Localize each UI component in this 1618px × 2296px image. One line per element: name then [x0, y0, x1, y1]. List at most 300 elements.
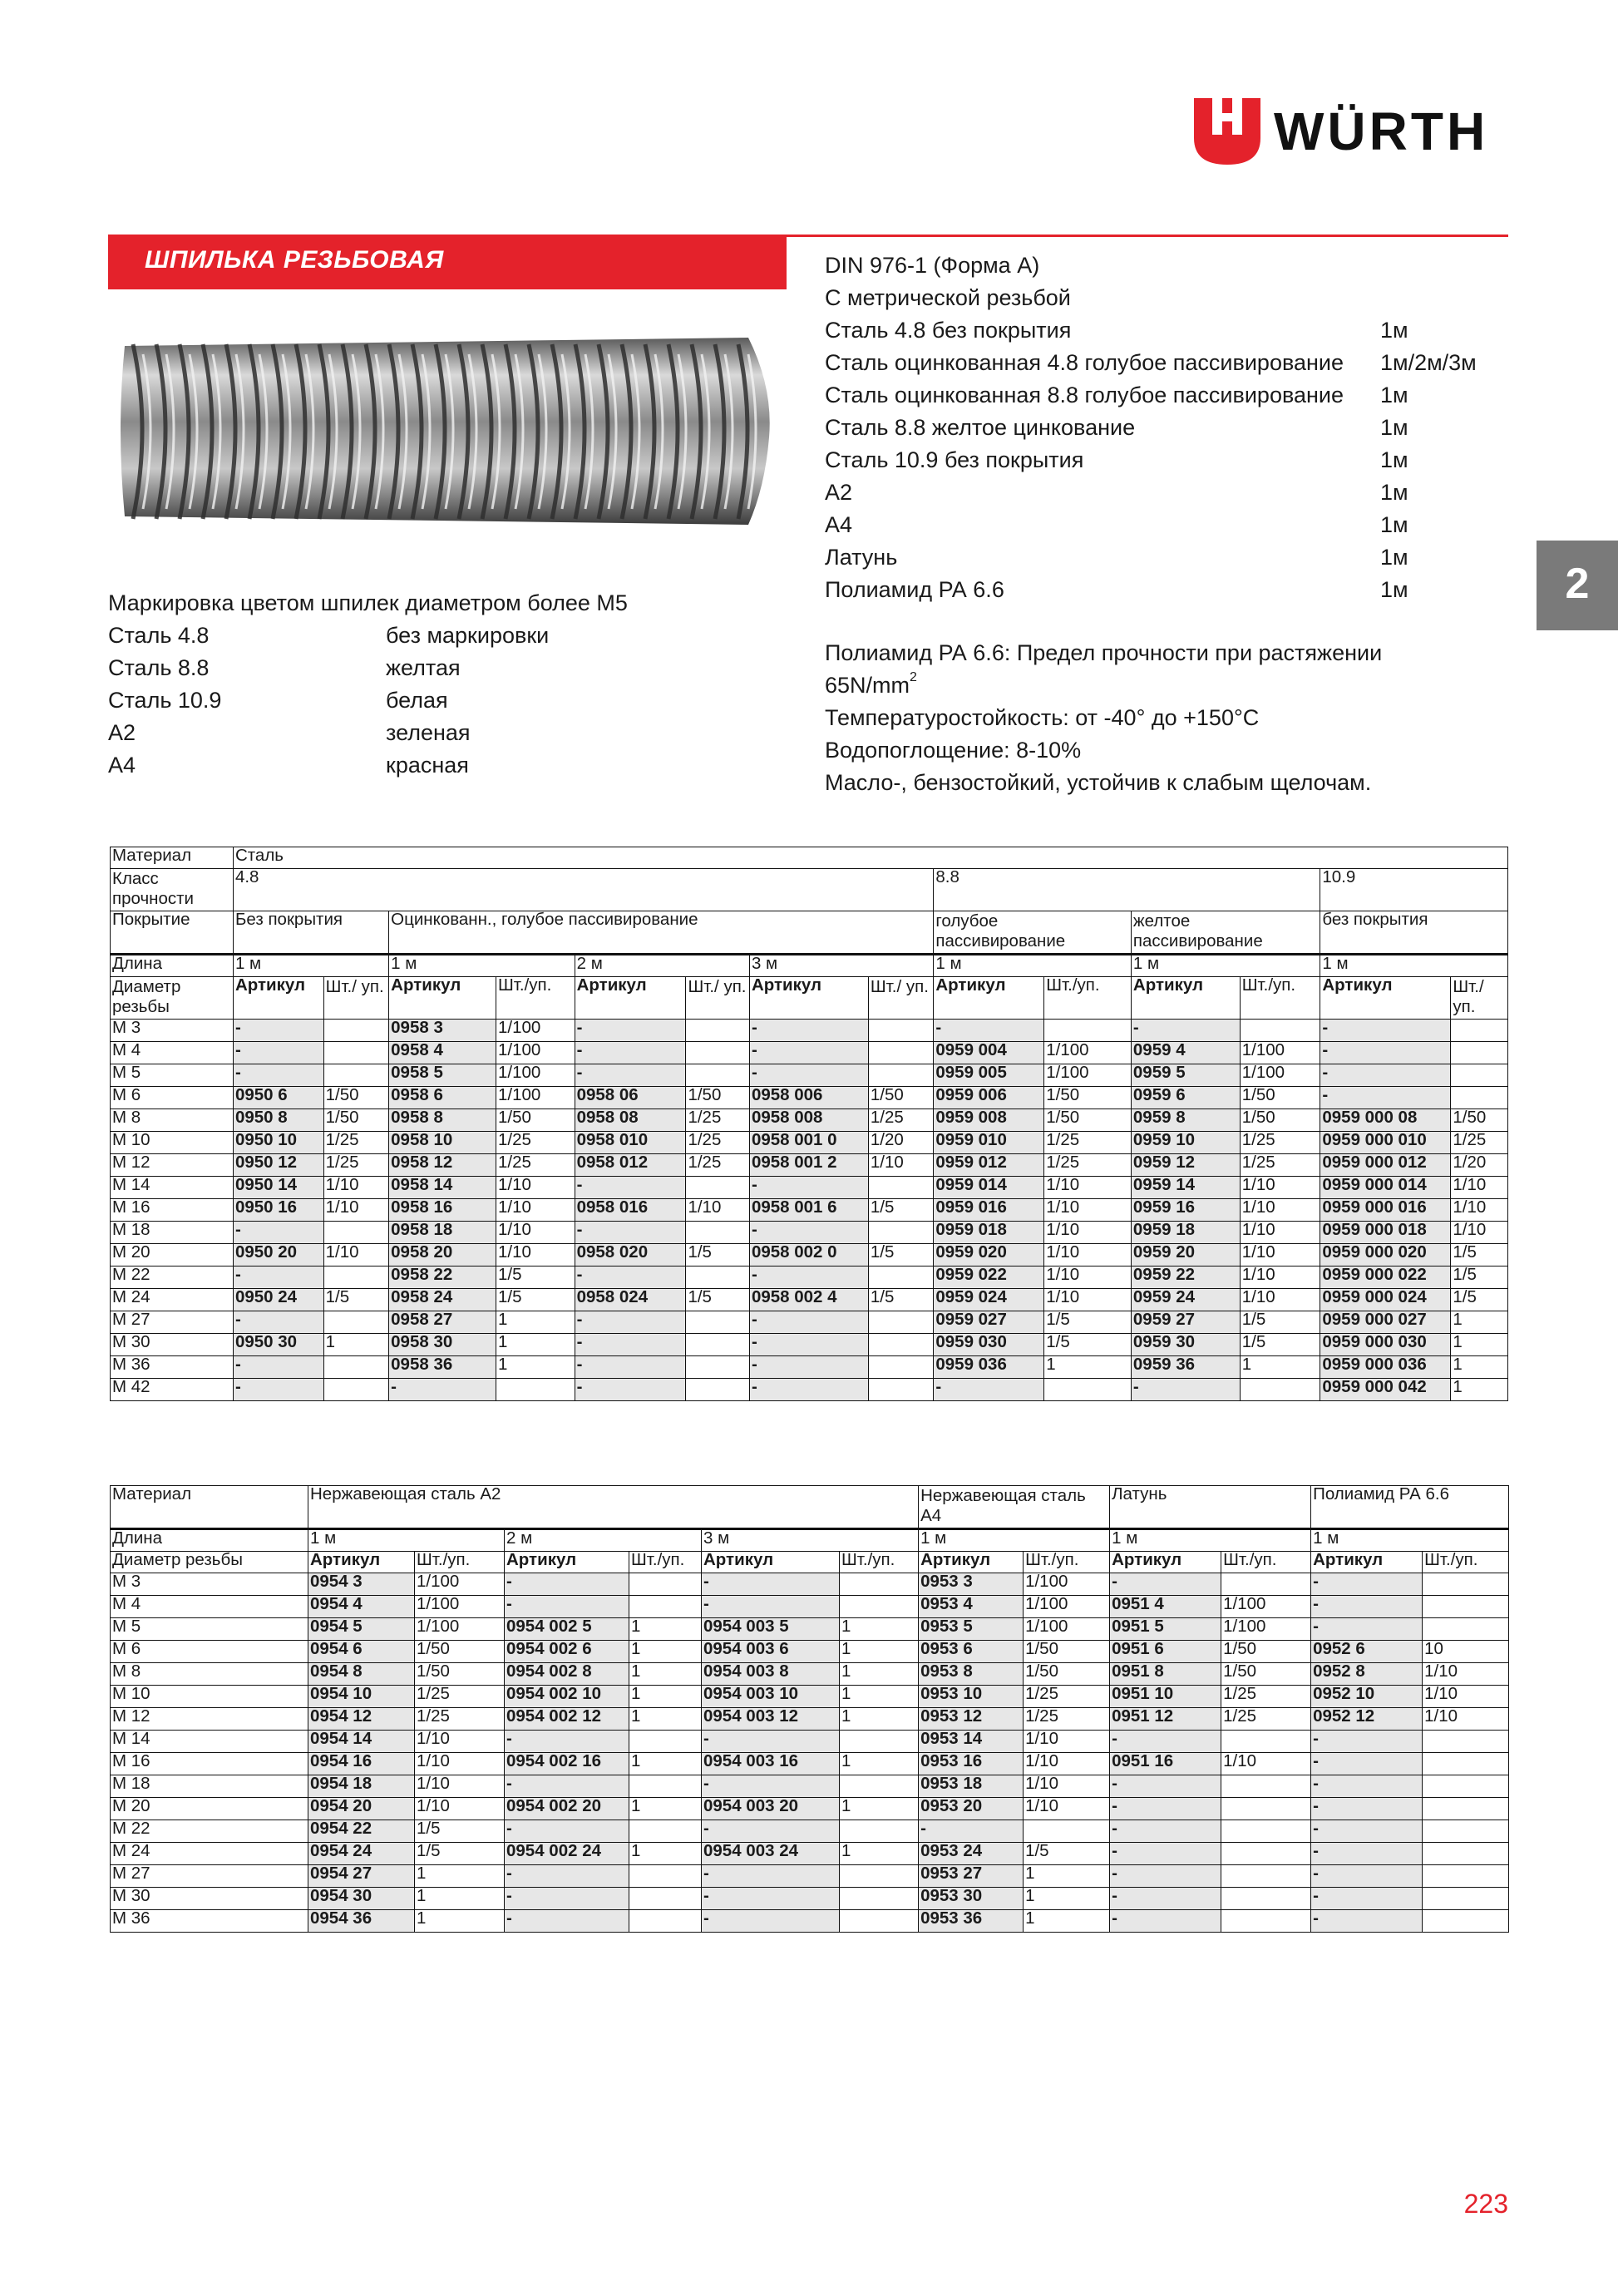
pack-quantity-cell [686, 1311, 749, 1334]
article-number-cell: 0959 24 [1131, 1289, 1240, 1311]
length-3m: 3 м [749, 955, 933, 977]
pack-quantity-cell: 1 [629, 1641, 702, 1663]
article-number-cell: 0954 10 [308, 1686, 415, 1708]
table-row [111, 1132, 1508, 1154]
article-number-cell: 0958 012 [575, 1154, 686, 1177]
article-number-cell: 0951 16 [1110, 1753, 1221, 1775]
material-a4: Нержавеющая сталь А4 [919, 1486, 1110, 1529]
table-row [111, 1199, 1508, 1222]
article-number-cell: 0959 000 014 [1320, 1177, 1451, 1199]
article-number-cell: 0954 4 [308, 1596, 415, 1618]
article-number-cell: 0958 3 [389, 1020, 496, 1042]
table-row [111, 1289, 1508, 1311]
polyamide-notes [825, 637, 1540, 799]
table-row [111, 1865, 1509, 1888]
article-number-cell: 0950 30 [233, 1334, 323, 1356]
pack-quantity-cell: 1/10 [415, 1798, 505, 1820]
article-number-cell: 0959 018 [934, 1222, 1044, 1244]
qty-header: Шт./уп. [415, 1552, 505, 1573]
material-label: Материал [111, 1486, 308, 1529]
article-number-cell: - [702, 1888, 840, 1910]
pack-quantity-cell: 1/5 [868, 1244, 934, 1267]
pack-quantity-cell [1423, 1618, 1509, 1641]
article-number-cell: 0953 12 [919, 1708, 1024, 1731]
qty-header: Шт./ уп. [1451, 977, 1508, 1020]
pack-quantity-cell [1451, 1087, 1508, 1109]
pack-quantity-cell: 1/10 [1240, 1199, 1320, 1222]
pack-quantity-cell: 1/10 [496, 1244, 575, 1267]
marking-material: А4 [108, 753, 136, 778]
article-number-cell: - [575, 1379, 686, 1401]
pack-quantity-cell [323, 1311, 389, 1334]
marking-row [108, 717, 740, 749]
length-1m: 1 м [1320, 955, 1508, 977]
article-number-cell: - [1110, 1910, 1221, 1933]
pack-quantity-cell [629, 1910, 702, 1933]
pack-quantity-cell: 1/50 [686, 1087, 749, 1109]
article-number-cell: - [1311, 1753, 1423, 1775]
pack-quantity-cell: 1 [1451, 1356, 1508, 1379]
pack-quantity-cell: 1/10 [1024, 1798, 1110, 1820]
article-number-cell: 0958 002 4 [749, 1289, 868, 1311]
pack-quantity-cell: 1 [496, 1356, 575, 1379]
article-number-cell: - [505, 1888, 629, 1910]
article-number-cell: 0950 14 [233, 1177, 323, 1199]
article-number-cell: 0950 12 [233, 1154, 323, 1177]
article-number-cell: 0954 20 [308, 1798, 415, 1820]
article-number-cell: - [575, 1334, 686, 1356]
pack-quantity-cell: 1/5 [415, 1820, 505, 1843]
pack-quantity-cell: 1/100 [1044, 1042, 1132, 1064]
table-row [111, 1379, 1508, 1401]
table-row [111, 1573, 1509, 1596]
pack-quantity-cell: 1/100 [496, 1087, 575, 1109]
article-number-cell: - [233, 1311, 323, 1334]
article-number-cell: 0954 003 20 [702, 1798, 840, 1820]
pack-quantity-cell [1221, 1573, 1311, 1596]
article-number-cell: 0954 24 [308, 1843, 415, 1865]
article-number-cell: 0954 30 [308, 1888, 415, 1910]
pack-quantity-cell: 1/10 [1240, 1222, 1320, 1244]
spec-row [825, 476, 1540, 509]
pack-quantity-cell: 1 [415, 1910, 505, 1933]
brand-name: WÜRTH [1274, 101, 1489, 161]
pack-quantity-cell: 1 [840, 1753, 919, 1775]
thread-diameter-cell: М 24 [111, 1289, 234, 1311]
spec-row [825, 541, 1540, 574]
pack-quantity-cell: 1/5 [1240, 1334, 1320, 1356]
pack-quantity-cell: 1/10 [686, 1199, 749, 1222]
pack-quantity-cell: 1/50 [496, 1109, 575, 1132]
spec-row [825, 509, 1540, 541]
pack-quantity-cell [868, 1222, 934, 1244]
pack-quantity-cell: 1/50 [1024, 1641, 1110, 1663]
marking-color: белая [386, 688, 448, 713]
article-number-cell: - [1311, 1618, 1423, 1641]
article-number-cell: 0953 3 [919, 1573, 1024, 1596]
article-number-cell: 0959 014 [934, 1177, 1044, 1199]
article-number-cell: - [702, 1731, 840, 1753]
pack-quantity-cell [840, 1775, 919, 1798]
article-number-cell: 0958 002 0 [749, 1244, 868, 1267]
article-number-cell: 0959 14 [1131, 1177, 1240, 1199]
spec-row [825, 444, 1540, 476]
article-number-cell: - [575, 1064, 686, 1087]
table-row [111, 1708, 1509, 1731]
table-row [111, 1222, 1508, 1244]
marking-material: Сталь 4.8 [108, 623, 210, 648]
color-marking-block [108, 587, 740, 782]
article-header: Артикул [702, 1552, 840, 1573]
article-number-cell: - [749, 1177, 868, 1199]
article-number-cell: - [934, 1379, 1044, 1401]
pack-quantity-cell: 1/100 [1240, 1064, 1320, 1087]
article-number-cell: 0958 24 [389, 1289, 496, 1311]
pack-quantity-cell [1221, 1798, 1311, 1820]
pack-quantity-cell: 1/100 [496, 1042, 575, 1064]
pack-quantity-cell: 10 [1423, 1641, 1509, 1663]
coating-none-109: без покрытия [1320, 911, 1508, 955]
coating-blue: голубое пассивирование [934, 911, 1132, 955]
page-title: ШПИЛЬКА РЕЗЬБОВАЯ [145, 246, 444, 274]
article-number-cell: - [1131, 1020, 1240, 1042]
pack-quantity-cell [1221, 1820, 1311, 1843]
article-number-cell: - [749, 1379, 868, 1401]
article-number-cell: 0958 4 [389, 1042, 496, 1064]
marking-color: желтая [386, 655, 461, 680]
pack-quantity-cell [323, 1042, 389, 1064]
article-number-cell: - [749, 1020, 868, 1042]
article-number-cell: 0959 000 018 [1320, 1222, 1451, 1244]
table-row [111, 1641, 1509, 1663]
length-1m: 1 м [934, 955, 1132, 977]
article-number-cell: - [233, 1020, 323, 1042]
thread-diameter-cell: М 22 [111, 1820, 308, 1843]
pack-quantity-cell [1024, 1820, 1110, 1843]
pack-quantity-cell: 1/10 [323, 1177, 389, 1199]
article-number-cell: - [1311, 1731, 1423, 1753]
article-number-cell: 0959 000 010 [1320, 1132, 1451, 1154]
pack-quantity-cell: 1/50 [415, 1663, 505, 1686]
article-number-cell: - [505, 1731, 629, 1753]
pack-quantity-cell [1221, 1865, 1311, 1888]
pack-quantity-cell: 1/10 [1024, 1775, 1110, 1798]
pack-quantity-cell: 1/10 [1221, 1753, 1311, 1775]
article-number-cell: - [749, 1311, 868, 1334]
diameter-label: Диаметр резьбы [111, 977, 234, 1020]
marking-color: зеленая [386, 720, 471, 745]
pack-quantity-cell: 1/25 [415, 1686, 505, 1708]
article-number-cell: 0954 002 16 [505, 1753, 629, 1775]
spec-standard: DIN 976-1 (Форма А) [825, 253, 1040, 278]
pack-quantity-cell [496, 1379, 575, 1401]
qty-header: Шт./уп. [1044, 977, 1132, 1020]
marking-material: Сталь 10.9 [108, 688, 222, 713]
pack-quantity-cell: 1/10 [323, 1199, 389, 1222]
pack-quantity-cell [868, 1064, 934, 1087]
pack-quantity-cell: 1 [629, 1708, 702, 1731]
pack-quantity-cell: 1 [496, 1311, 575, 1334]
pack-quantity-cell [1423, 1798, 1509, 1820]
thread-diameter-cell: М 4 [111, 1596, 308, 1618]
table-row [111, 1244, 1508, 1267]
pack-quantity-cell [868, 1356, 934, 1379]
spec-length: 1м [1380, 512, 1408, 537]
article-number-cell: - [1311, 1820, 1423, 1843]
pack-quantity-cell: 1/10 [415, 1731, 505, 1753]
article-number-cell: 0953 8 [919, 1663, 1024, 1686]
pack-quantity-cell [840, 1888, 919, 1910]
marking-row [108, 652, 740, 684]
thread-diameter-cell: М 18 [111, 1222, 234, 1244]
pack-quantity-cell: 1/10 [1240, 1267, 1320, 1289]
pack-quantity-cell [868, 1267, 934, 1289]
pack-quantity-cell [323, 1222, 389, 1244]
pack-quantity-cell: 1/25 [686, 1132, 749, 1154]
pack-quantity-cell: 1/10 [1451, 1177, 1508, 1199]
pack-quantity-cell: 1/5 [1451, 1267, 1508, 1289]
article-number-cell: 0951 6 [1110, 1641, 1221, 1663]
pack-quantity-cell: 1/10 [1451, 1199, 1508, 1222]
pack-quantity-cell: 1/10 [1240, 1244, 1320, 1267]
pack-quantity-cell: 1 [629, 1663, 702, 1686]
pack-quantity-cell: 1/100 [1024, 1573, 1110, 1596]
spec-label: Полиамид РА 6.6 [825, 577, 1004, 602]
pack-quantity-cell: 1 [415, 1865, 505, 1888]
marking-row [108, 620, 740, 652]
article-number-cell: 0954 22 [308, 1820, 415, 1843]
pack-quantity-cell: 1/10 [1044, 1177, 1132, 1199]
article-number-cell: - [1320, 1020, 1451, 1042]
thread-diameter-cell: М 20 [111, 1244, 234, 1267]
article-number-cell: - [1110, 1820, 1221, 1843]
article-number-cell: 0954 8 [308, 1663, 415, 1686]
pack-quantity-cell: 1/5 [1044, 1334, 1132, 1356]
qty-header: Шт./ уп. [323, 977, 389, 1020]
pack-quantity-cell: 1/10 [1451, 1222, 1508, 1244]
marking-row [108, 684, 740, 717]
table-row [111, 1042, 1508, 1064]
article-number-cell: 0958 10 [389, 1132, 496, 1154]
material-label: Материал [111, 847, 234, 869]
pack-quantity-cell [629, 1596, 702, 1618]
pack-quantity-cell [323, 1267, 389, 1289]
pack-quantity-cell: 1/50 [1044, 1109, 1132, 1132]
article-number-cell: - [1320, 1064, 1451, 1087]
pack-quantity-cell: 1/50 [323, 1109, 389, 1132]
length-1m: 1 м [308, 1529, 505, 1552]
article-number-cell: 0959 010 [934, 1132, 1044, 1154]
pack-quantity-cell: 1/25 [1024, 1708, 1110, 1731]
article-number-cell: 0959 005 [934, 1064, 1044, 1087]
qty-header: Шт./уп. [1423, 1552, 1509, 1573]
pack-quantity-cell [1451, 1042, 1508, 1064]
steel-table [110, 847, 1508, 1401]
coating-yellow: желтое пассивирование [1131, 911, 1320, 955]
pack-quantity-cell: 1/100 [415, 1573, 505, 1596]
pack-quantity-cell [629, 1820, 702, 1843]
pack-quantity-cell: 1/50 [1221, 1641, 1311, 1663]
article-number-cell: 0954 002 6 [505, 1641, 629, 1663]
spec-thread: С метрической резьбой [825, 285, 1071, 310]
stainless-table [110, 1485, 1509, 1933]
thread-diameter-cell: М 30 [111, 1888, 308, 1910]
pack-quantity-cell [1240, 1020, 1320, 1042]
pack-quantity-cell [686, 1177, 749, 1199]
thread-diameter-cell: М 42 [111, 1379, 234, 1401]
qty-header: Шт./уп. [1221, 1552, 1311, 1573]
article-number-cell: - [1311, 1888, 1423, 1910]
table-row [111, 1311, 1508, 1334]
marking-color: красная [386, 753, 469, 778]
article-number-cell: 0959 012 [934, 1154, 1044, 1177]
pack-quantity-cell: 1/5 [496, 1267, 575, 1289]
pack-quantity-cell: 1/100 [1024, 1596, 1110, 1618]
pack-quantity-cell: 1 [629, 1618, 702, 1641]
table-row [111, 1064, 1508, 1087]
article-number-cell: - [749, 1356, 868, 1379]
thread-diameter-cell: М 24 [111, 1843, 308, 1865]
article-number-cell: - [575, 1267, 686, 1289]
pack-quantity-cell [1451, 1064, 1508, 1087]
page-number: 223 [1463, 2189, 1508, 2219]
pack-quantity-cell [323, 1064, 389, 1087]
article-header: Артикул [749, 977, 868, 1020]
table-row [111, 1154, 1508, 1177]
article-number-cell: 0959 8 [1131, 1109, 1240, 1132]
pack-quantity-cell: 1/10 [1423, 1663, 1509, 1686]
article-number-cell: 0954 36 [308, 1910, 415, 1933]
article-number-cell: 0958 20 [389, 1244, 496, 1267]
thread-diameter-cell: М 6 [111, 1087, 234, 1109]
coating-zinc-blue: Оцинкованн., голубое пассивирование [389, 911, 934, 955]
article-number-cell: - [233, 1064, 323, 1087]
pack-quantity-cell: 1/10 [1024, 1731, 1110, 1753]
table-row [111, 1334, 1508, 1356]
article-number-cell: - [575, 1177, 686, 1199]
article-number-cell: 0959 4 [1131, 1042, 1240, 1064]
marking-material: Сталь 8.8 [108, 655, 210, 680]
spec-label: Сталь 8.8 желтое цинкование [825, 415, 1136, 440]
article-number-cell: 0952 6 [1311, 1641, 1423, 1663]
pack-quantity-cell [1423, 1843, 1509, 1865]
thread-diameter-cell: М 6 [111, 1641, 308, 1663]
pack-quantity-cell: 1 [1024, 1910, 1110, 1933]
thread-diameter-cell: М 20 [111, 1798, 308, 1820]
article-number-cell: 0959 016 [934, 1199, 1044, 1222]
article-number-cell: - [575, 1222, 686, 1244]
thread-diameter-cell: М 5 [111, 1064, 234, 1087]
pack-quantity-cell [686, 1222, 749, 1244]
thread-diameter-cell: М 22 [111, 1267, 234, 1289]
article-number-cell: 0959 20 [1131, 1244, 1240, 1267]
article-number-cell: 0954 002 20 [505, 1798, 629, 1820]
qty-header: Шт./ уп. [686, 977, 749, 1020]
pack-quantity-cell: 1/5 [686, 1244, 749, 1267]
article-number-cell: 0952 10 [1311, 1686, 1423, 1708]
spec-row [825, 412, 1540, 444]
coating-label: Покрытие [111, 911, 234, 955]
article-number-cell: 0953 24 [919, 1843, 1024, 1865]
pack-quantity-cell [686, 1267, 749, 1289]
thread-diameter-cell: М 14 [111, 1177, 234, 1199]
article-number-cell: 0951 10 [1110, 1686, 1221, 1708]
article-number-cell: 0954 3 [308, 1573, 415, 1596]
article-number-cell: 0959 022 [934, 1267, 1044, 1289]
pack-quantity-cell: 1/10 [1044, 1267, 1132, 1289]
pack-quantity-cell: 1/25 [323, 1132, 389, 1154]
pack-quantity-cell [840, 1865, 919, 1888]
pack-quantity-cell: 1/50 [1240, 1109, 1320, 1132]
spec-length: 1м [1380, 383, 1408, 407]
pack-quantity-cell: 1/5 [1240, 1311, 1320, 1334]
article-number-cell: 0953 5 [919, 1618, 1024, 1641]
article-number-cell: 0959 10 [1131, 1132, 1240, 1154]
pa-note-strength-value [825, 669, 1540, 702]
pack-quantity-cell: 1 [415, 1888, 505, 1910]
article-number-cell: 0959 000 027 [1320, 1311, 1451, 1334]
pack-quantity-cell: 1/25 [1451, 1132, 1508, 1154]
article-number-cell: 0959 008 [934, 1109, 1044, 1132]
article-header: Артикул [233, 977, 323, 1020]
article-header: Артикул [389, 977, 496, 1020]
article-number-cell: 0953 18 [919, 1775, 1024, 1798]
thread-diameter-cell: М 14 [111, 1731, 308, 1753]
article-number-cell: 0959 000 012 [1320, 1154, 1451, 1177]
pack-quantity-cell: 1/100 [1221, 1618, 1311, 1641]
pack-quantity-cell: 1 [840, 1618, 919, 1641]
pack-quantity-cell [868, 1379, 934, 1401]
length-3m: 3 м [702, 1529, 919, 1552]
article-number-cell: 0959 000 024 [1320, 1289, 1451, 1311]
article-header: Артикул [1110, 1552, 1221, 1573]
pack-quantity-cell [629, 1865, 702, 1888]
table-row [111, 1596, 1509, 1618]
pack-quantity-cell: 1/10 [1423, 1708, 1509, 1731]
article-number-cell: 0953 27 [919, 1865, 1024, 1888]
article-number-cell: 0954 18 [308, 1775, 415, 1798]
pack-quantity-cell: 1 [840, 1663, 919, 1686]
length-2m: 2 м [575, 955, 749, 977]
spec-label: Сталь оцинкованная 4.8 голубое пассивирование [825, 350, 1344, 375]
article-number-cell: 0959 000 08 [1320, 1109, 1451, 1132]
pack-quantity-cell: 1/25 [1024, 1686, 1110, 1708]
article-number-cell: 0958 001 6 [749, 1199, 868, 1222]
qty-header: Шт./ уп. [868, 977, 934, 1020]
pack-quantity-cell: 1/100 [1240, 1042, 1320, 1064]
article-number-cell: 0954 002 24 [505, 1843, 629, 1865]
section-tab[interactable] [1537, 541, 1618, 630]
pack-quantity-cell: 1 [1451, 1379, 1508, 1401]
pack-quantity-cell: 1/25 [1044, 1132, 1132, 1154]
pack-quantity-cell: 1/10 [1240, 1177, 1320, 1199]
article-number-cell: - [702, 1775, 840, 1798]
thread-diameter-cell: М 18 [111, 1775, 308, 1798]
pack-quantity-cell: 1/50 [415, 1641, 505, 1663]
pack-quantity-cell: 1/50 [1024, 1663, 1110, 1686]
material-brass: Латунь [1110, 1486, 1311, 1529]
wurth-logo-mark-icon [1194, 98, 1260, 165]
table-row [111, 1109, 1508, 1132]
article-number-cell: 0953 14 [919, 1731, 1024, 1753]
article-number-cell: - [505, 1820, 629, 1843]
article-number-cell: - [233, 1042, 323, 1064]
pack-quantity-cell: 1/50 [1221, 1663, 1311, 1686]
pack-quantity-cell: 1/100 [1044, 1064, 1132, 1087]
article-number-cell: 0952 8 [1311, 1663, 1423, 1686]
article-number-cell: 0959 000 020 [1320, 1244, 1451, 1267]
pack-quantity-cell: 1/100 [496, 1064, 575, 1087]
